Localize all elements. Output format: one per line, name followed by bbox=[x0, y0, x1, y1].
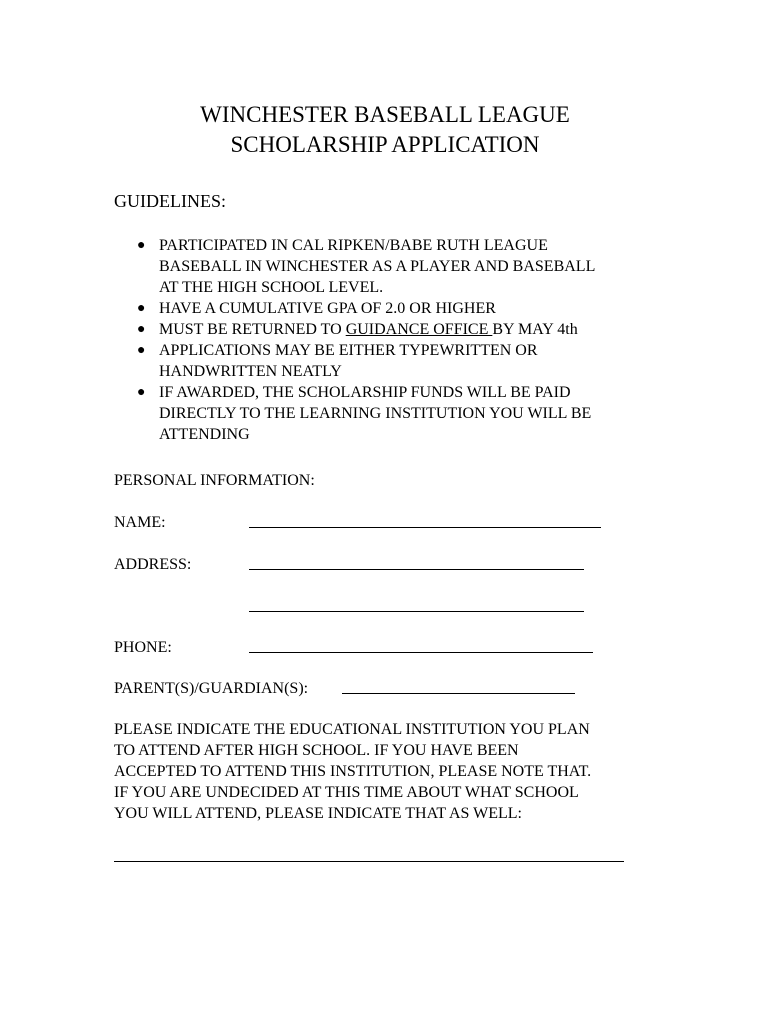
education-instructions bbox=[114, 719, 674, 824]
bullet-icon: ● bbox=[137, 385, 146, 400]
instructions-line: YOU WILL ATTEND, PLEASE INDICATE THAT AS WELL: bbox=[114, 805, 522, 822]
guideline-text-suffix: BY MAY 4th bbox=[492, 321, 578, 338]
guideline-item bbox=[0, 235, 659, 298]
address-label: ADDRESS: bbox=[114, 556, 192, 573]
instructions-line: TO ATTEND AFTER HIGH SCHOOL. IF YOU HAVE BEEN bbox=[114, 742, 519, 759]
form-title-line-1: WINCHESTER BASEBALL LEAGUE bbox=[200, 102, 570, 127]
guideline-text: ATTENDING bbox=[159, 426, 250, 443]
parents-guardians-field[interactable] bbox=[342, 693, 575, 694]
guideline-text: PARTICIPATED IN CAL RIPKEN/BABE RUTH LEAGUE bbox=[159, 237, 548, 254]
instructions-line: ACCEPTED TO ATTEND THIS INSTITUTION, PLEASE NOTE THAT. bbox=[114, 763, 592, 780]
educational-institution-field[interactable] bbox=[114, 861, 624, 862]
bullet-icon: ● bbox=[137, 301, 146, 316]
bullet-icon: ● bbox=[137, 343, 146, 358]
guideline-text: AT THE HIGH SCHOOL LEVEL. bbox=[159, 279, 384, 296]
address-field-line-1[interactable] bbox=[249, 569, 584, 570]
name-field[interactable] bbox=[249, 527, 601, 528]
guidelines-list bbox=[0, 235, 770, 445]
bullet-icon: ● bbox=[137, 322, 146, 337]
guideline-text: BASEBALL IN WINCHESTER AS A PLAYER AND BASEBALL bbox=[159, 258, 596, 275]
name-label: NAME: bbox=[114, 514, 166, 531]
personal-information-heading: PERSONAL INFORMATION: bbox=[114, 472, 315, 489]
guideline-text: APPLICATIONS MAY BE EITHER TYPEWRITTEN OR bbox=[159, 342, 538, 359]
guideline-item bbox=[0, 319, 659, 340]
form-title-line-2: SCHOLARSHIP APPLICATION bbox=[230, 132, 540, 157]
guidance-office-text: GUIDANCE OFFICE bbox=[345, 321, 493, 338]
guidelines-heading: GUIDELINES: bbox=[114, 191, 226, 211]
guideline-text: HANDWRITTEN NEATLY bbox=[159, 363, 342, 380]
bullet-icon: ● bbox=[137, 238, 146, 253]
guideline-text-prefix: MUST BE RETURNED TO bbox=[159, 321, 346, 338]
guideline-text: IF AWARDED, THE SCHOLARSHIP FUNDS WILL BE PAID bbox=[159, 384, 571, 401]
parents-guardians-label: PARENT(S)/GUARDIAN(S): bbox=[114, 680, 309, 697]
instructions-line: IF YOU ARE UNDECIDED AT THIS TIME ABOUT WHAT SCHOOL bbox=[114, 784, 579, 801]
guideline-item bbox=[0, 382, 659, 445]
address-field-line-2[interactable] bbox=[249, 611, 584, 612]
phone-field[interactable] bbox=[249, 652, 593, 653]
guideline-text: HAVE A CUMULATIVE GPA OF 2.0 OR HIGHER bbox=[159, 300, 496, 317]
phone-label: PHONE: bbox=[114, 639, 172, 656]
guideline-item bbox=[0, 340, 659, 382]
guideline-item bbox=[0, 298, 659, 319]
guideline-text: DIRECTLY TO THE LEARNING INSTITUTION YOU WILL BE bbox=[159, 405, 592, 422]
guideline-text bbox=[159, 319, 659, 340]
instructions-line: PLEASE INDICATE THE EDUCATIONAL INSTITUTION YOU PLAN bbox=[114, 721, 590, 738]
